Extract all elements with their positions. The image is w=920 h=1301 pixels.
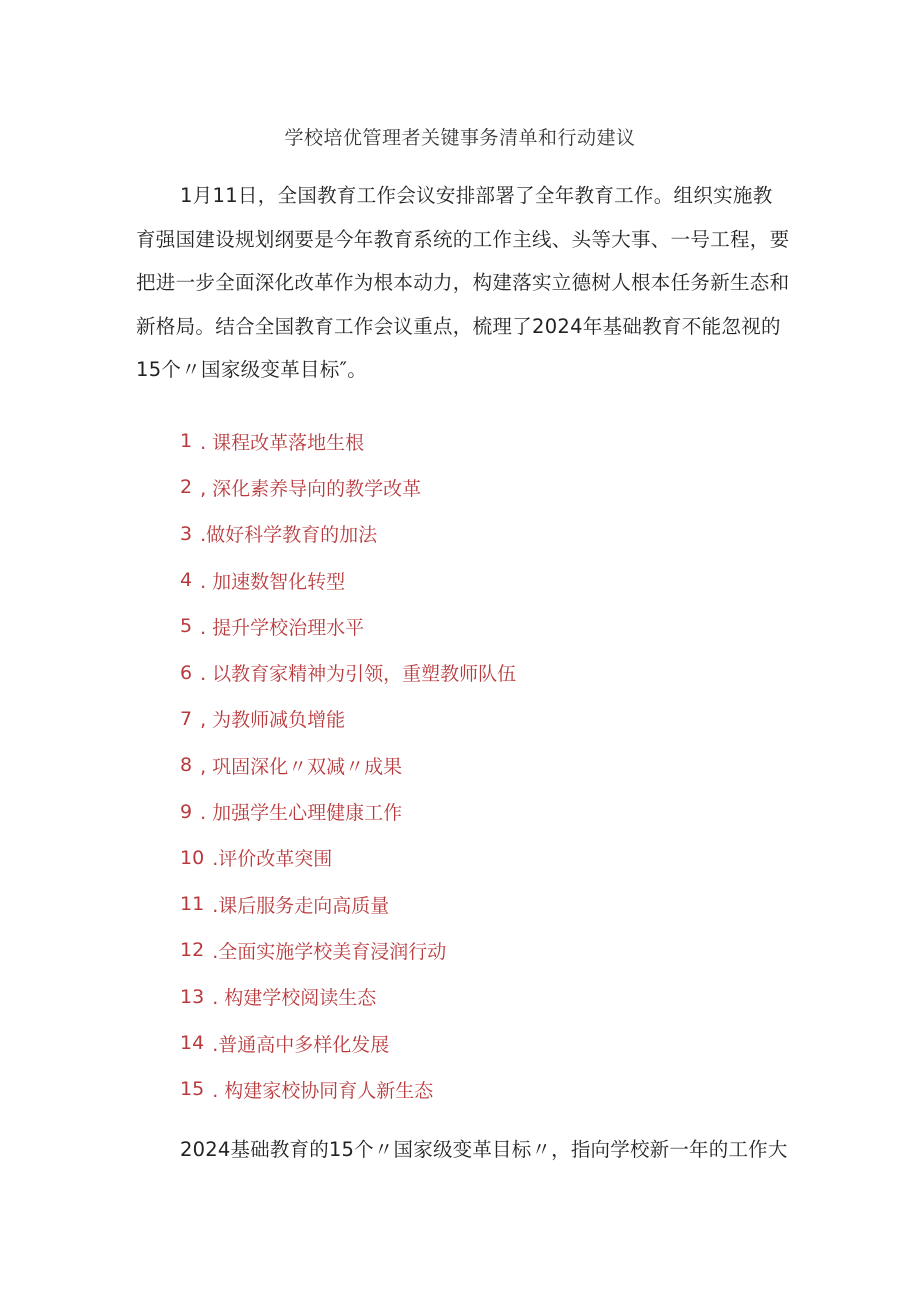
goal-list [180, 418, 780, 1112]
list-item [180, 418, 780, 464]
list-item-text: . 课程改革落地生根 [200, 431, 365, 454]
list-item-text: . 构建学校阅读生态 [212, 987, 377, 1010]
list-item [180, 511, 780, 557]
list-item-number: 12 [180, 939, 205, 962]
closing-paragraph: 2024基础教育的15个〃国家级变革目标〃，指向学校新一年的工作大 [180, 1138, 788, 1161]
list-item [180, 649, 780, 695]
list-item [180, 835, 780, 881]
intro-paragraph: 1月11日，全国教育工作会议安排部署了全年教育工作。组织实施教育强国建设规划纲要是今年教育系统的工作主线、头等大事、一号工程，要把进一步全面深化改革作为根本动力，构建落实立德树人根本任务新生态和新格局。结合全国教育工作会议重点，梳理了2024年基础教育不能忽视的15个〃国家级变革目标″。 [136, 184, 790, 381]
list-item-text: . 加强学生心理健康工作 [200, 802, 403, 825]
list-item [180, 742, 780, 788]
list-item-number: 8 [180, 754, 193, 777]
list-item [180, 927, 780, 973]
document-title: 学校培优管理者关键事务清单和行动建议 [284, 127, 636, 149]
list-item-number: 5 [180, 615, 193, 638]
list-item-text: . 以教育家精神为引领，重塑教师队伍 [200, 663, 517, 686]
list-item-number: 10 [180, 846, 205, 869]
list-item [180, 557, 780, 603]
list-item [180, 788, 780, 834]
list-item-text: , 为教师减负增能 [200, 709, 346, 732]
list-item-number: 7 [180, 707, 193, 730]
list-item-number: 9 [180, 800, 193, 823]
list-item-text: . 提升学校治理水平 [200, 616, 365, 639]
list-item-text: .全面实施学校美育浸润行动 [212, 940, 447, 963]
list-item-text: .课后服务走向高质量 [212, 894, 390, 917]
list-item-number: 1 [180, 430, 193, 453]
list-item-text: , 深化素养导向的教学改革 [200, 477, 422, 500]
list-item [180, 603, 780, 649]
list-item-number: 15 [180, 1078, 205, 1101]
list-item [180, 1020, 780, 1066]
list-item-number: 14 [180, 1032, 205, 1054]
list-item [180, 1066, 780, 1112]
list-item-text: .评价改革突围 [212, 848, 333, 871]
list-item-number: 6 [180, 661, 193, 684]
list-item-text: . 构建家校协同育人新生态 [212, 1079, 434, 1102]
list-item-text: . 加速数智化转型 [200, 570, 346, 593]
list-item-number: 13 [180, 985, 205, 1008]
list-item [180, 974, 780, 1020]
list-item-number: 3 [180, 522, 193, 545]
list-item [180, 696, 780, 742]
list-item [180, 464, 780, 510]
list-item-text: .普通高中多样化发展 [212, 1033, 390, 1056]
list-item-number: 2 [180, 476, 193, 499]
list-item-number: 11 [180, 893, 205, 916]
list-item-text: .做好科学教育的加法 [200, 524, 378, 547]
list-item-text: , 巩固深化〃双减〃成果 [200, 755, 403, 778]
list-item-number: 4 [180, 569, 193, 592]
list-item [180, 881, 780, 927]
